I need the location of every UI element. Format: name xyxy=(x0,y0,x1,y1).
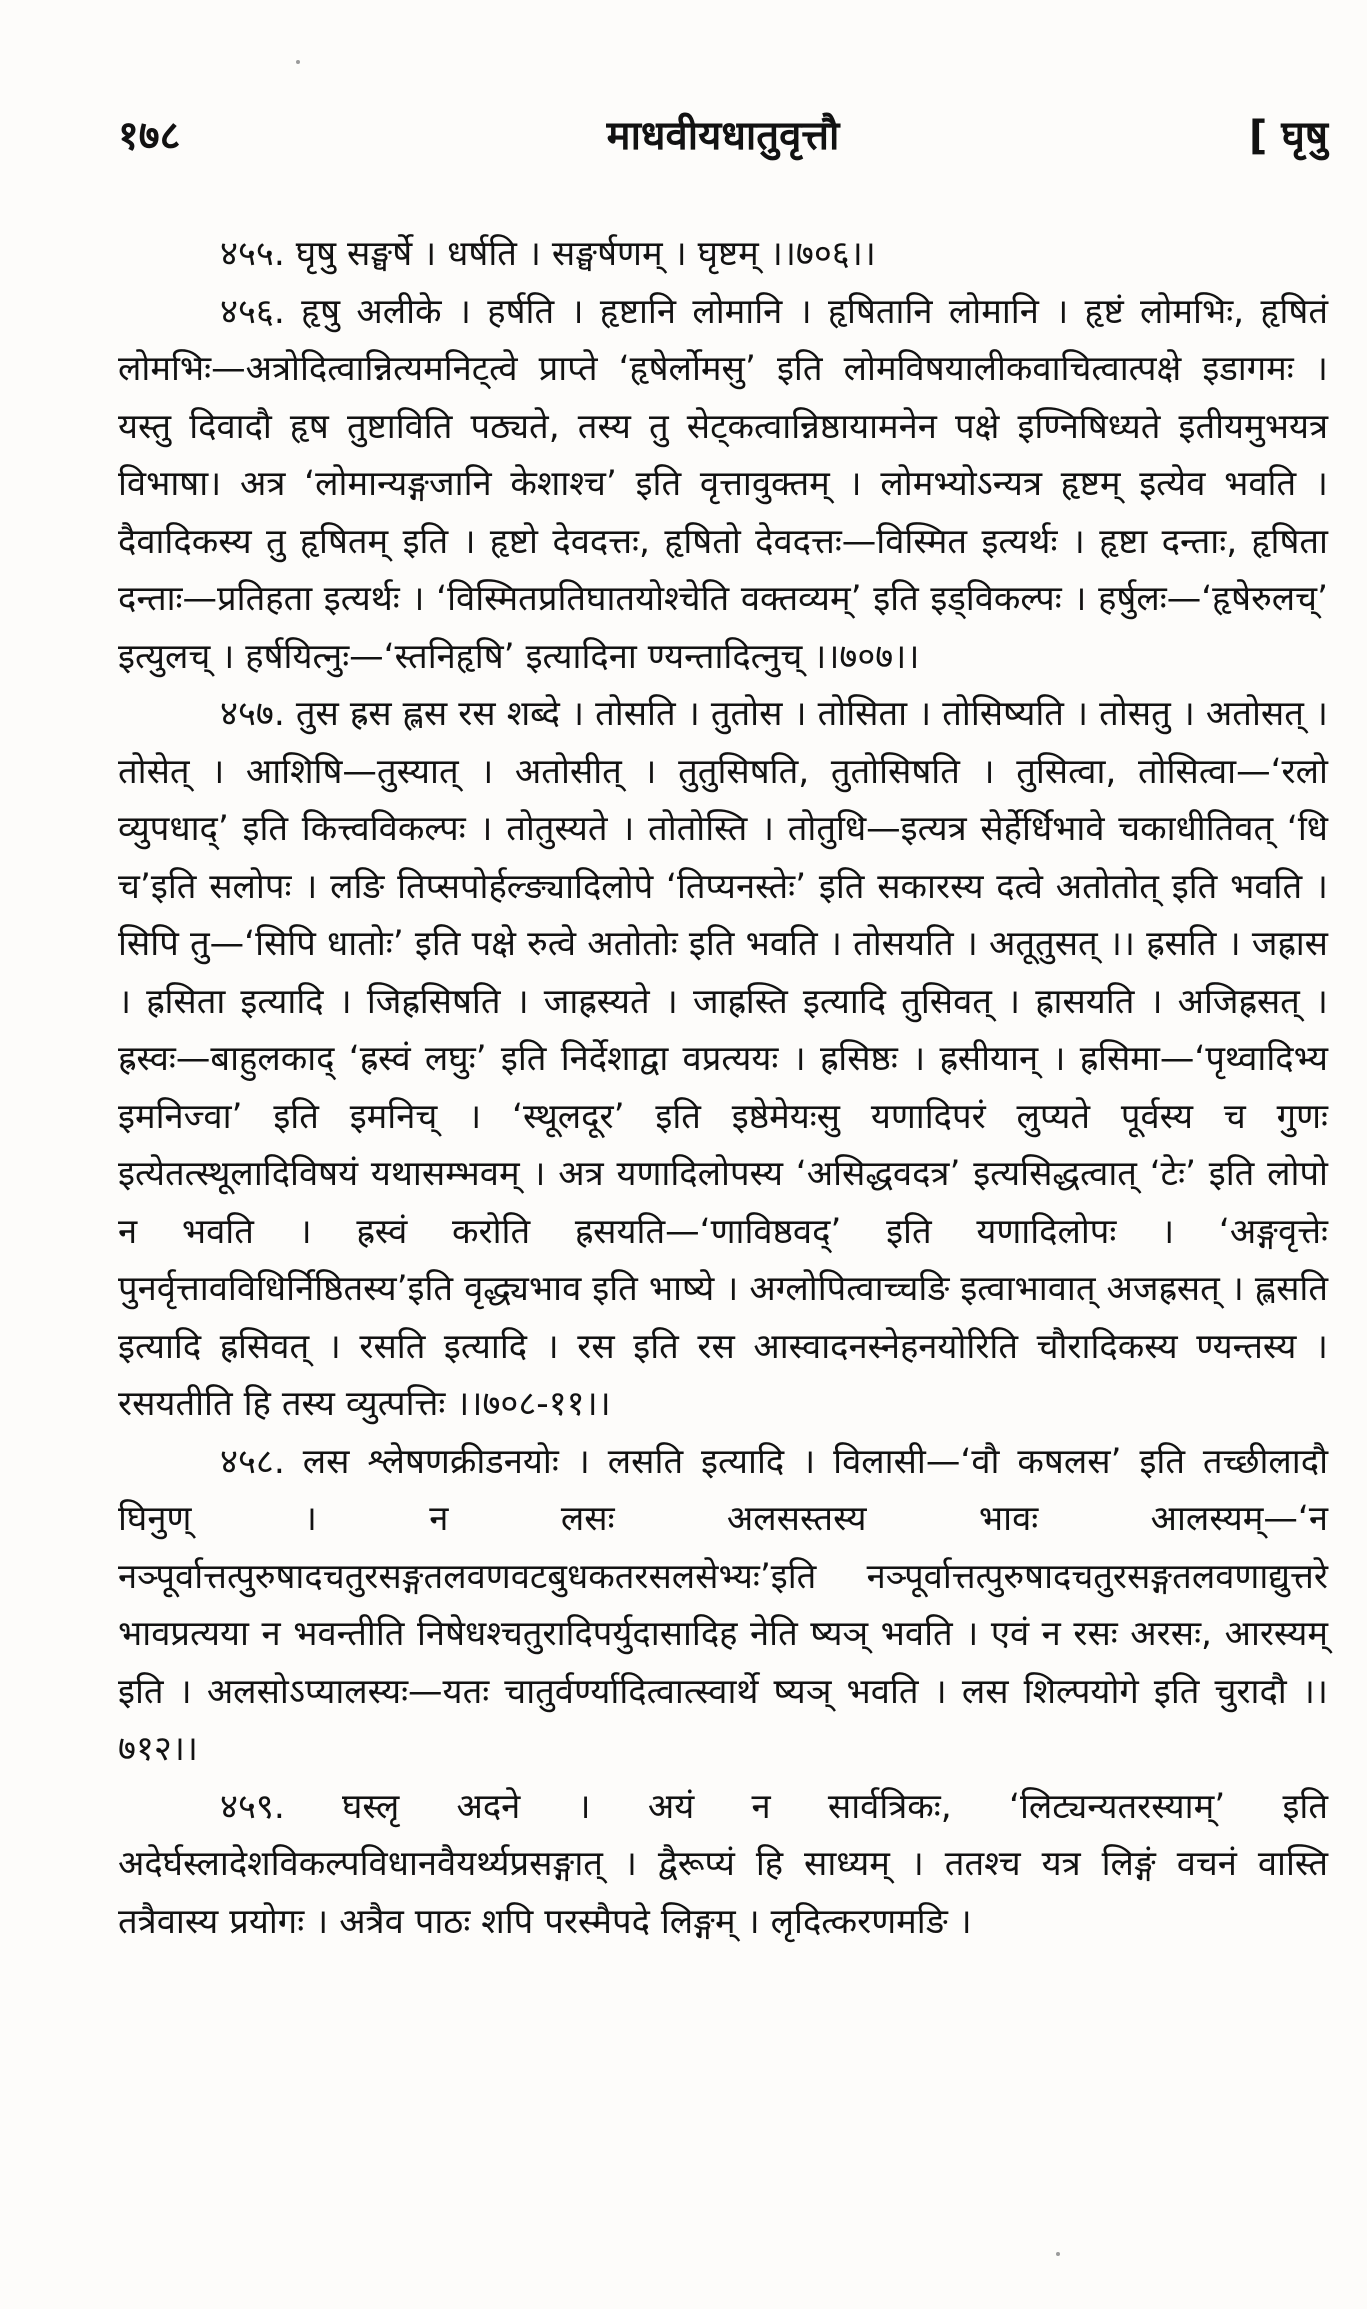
entry-458: ४५८. लस श्लेषणक्रीडनयोः । लसति इत्यादि । विलासी—‘वौ कषलस’ इति तच्छीलादौ घिनुण् । न लसः अलसस्तस्य भावः आलस्यम्—‘न नञ्पूर्वात्तत्पुरुषादचतुरसङ्गतलवणवटबुधकतरसलसेभ्यः’इति नञ्पूर्वात्तत्पुरुषादचतुरसङ्गतलवणाद्युत्तरे भावप्रत्यया न भवन्तीति निषेधश्चतुरादिपर्युदासादिह नेति ष्यञ् भवति । एवं न रसः अरसः, आरस्यम् इति । अलसोऽप्यालस्यः—यतः चातुर्वर्ण्यादित्वात्स्वार्थे ष्यञ् भवति । लस शिल्पयोगे इति चुरादौ ।।७१२।। xyxy=(118,1441,1328,1769)
scan-speck xyxy=(296,60,300,64)
running-header xyxy=(118,100,1328,164)
book-page xyxy=(118,100,1328,2190)
entry-459: ४५९. घस्लृ अदने । अयं न सार्वत्रिकः, ‘लिट्यन्यतरस्याम्’ इति अदेर्घस्लादेशविकल्पविधानवैयर्थ्यप्रसङ्गात् । द्वैरूप्यं हि साध्यम् । ततश्च यत्र लिङ्गं वचनं वास्ति तत्रैवास्य प्रयोगः । अत्रैव पाठः शपि परस्मैपदे लिङ्गम् । लृदित्करणमङि । xyxy=(118,1786,1328,1942)
commentary-text xyxy=(118,226,1328,1951)
entry-456: ४५६. हृषु अलीके । हर्षति । हृष्टानि लोमानि । हृषितानि लोमानि । हृष्टं लोमभिः, हृषितं लोमभिः—अत्रोदित्वान्नित्यमनिट्त्वे प्राप्ते ‘हृषेर्लोमसु’ इति लोमविषयालीकवाचित्वात्पक्षे इडागमः । यस्तु दिवादौ हृष तुष्टाविति पठ्यते, तस्य तु सेट्कत्वान्निष्ठायामनेन पक्षे इण्निषिध्यते इतीयमुभयत्र विभाषा। अत्र ‘लोमान्यङ्गजानि केशाश्च’ इति वृत्तावुक्तम् । लोमभ्योऽन्यत्र हृष्टम् इत्येव भवति । दैवादिकस्य तु हृषितम् इति । हृष्टो देवदत्तः, हृषितो देवदत्तः—विस्मित इत्यर्थः । हृष्टा दन्ताः, हृषिता दन्ताः—प्रतिहता इत्यर्थः । ‘विस्मितप्रतिघातयोश्चेति वक्तव्यम्’ इति इड्विकल्पः । हर्षुलः—‘हृषेरुलच्’ इत्युलच् । हर्षयित्नुः—‘स्तनिहृषि’ इत्यादिना ण्यन्तादित्नुच् ।।७०७।। xyxy=(118,291,1328,677)
entry-455: ४५५. घृषु सङ्घर्षे । धर्षति । सङ्घर्षणम् । घृष्टम् ।।७०६।। xyxy=(220,234,876,274)
running-title: माधवीयधातुवृत्तौ xyxy=(606,113,840,159)
page-number: १७८ xyxy=(118,113,181,159)
entry-457: ४५७. तुस ह्रस ह्लस रस शब्दे । तोसति । तुतोस । तोसिता । तोसिष्यति । तोसतु । अतोसत् । तोसेत् । आशिषि—तुस्यात् । अतोसीत् । तुतुसिषति, तुतोसिषति । तुसित्वा, तोसित्वा—‘रलो व्युपधाद्’ इति कित्त्वविकल्पः । तोतुस्यते । तोतोस्ति । तोतुधि—इत्यत्र सेर्हेर्धिभावे चकाधीतिवत् ‘धि च’इति सलोपः । लङि तिप्सपोर्हल्ङ्यादिलोपे ‘तिप्यनस्तेः’ इति सकारस्य दत्वे अतोतोत् इति भवति । सिपि तु—‘सिपि धातोः’ इति पक्षे रुत्वे अतोतोः इति भवति । तोसयति । अतूतुसत् ।। ह्रसति । जह्रास । ह्रसिता इत्यादि । जिह्रसिषति । जाह्रस्यते । जाह्रस्ति इत्यादि तुसिवत् । ह्रासयति । अजिह्रसत् । ह्रस्वः—बाहुलकाद् ‘ह्रस्वं लघुः’ इति निर्देशाद्वा वप्रत्ययः । ह्रसिष्ठः । ह्रसीयान् । ह्रसिमा—‘पृथ्वादिभ्य इमनिज्वा’ इति इमनिच् । ‘स्थूलदूर’ इति इष्ठेमेयःसु यणादिपरं लुप्यते पूर्वस्य च गुणः इत्येतत्स्थूलादिविषयं यथासम्भवम् । अत्र यणादिलोपस्य ‘असिद्धवदत्र’ इत्यसिद्धत्वात् ‘टेः’ इति लोपो न भवति । ह्रस्वं करोति ह्रसयति—‘णाविष्ठवद्’ इति यणादिलोपः । ‘अङ्गवृत्तेः पुनर्वृत्तावविधिर्निष्ठितस्य’इति वृद्ध्यभाव इति भाष्ये । अग्लोपित्वाच्चङि इत्वाभावात् अजह्रसत् । ह्लसति इत्यादि ह्रसिवत् । रसति इत्यादि । रस इति रस आस्वादनस्नेहनयोरिति चौरादिकस्य ण्यन्तस्य । रसयतीति हि तस्य व्युत्पत्तिः ।।७०८-११।। xyxy=(118,694,1328,1424)
scan-speck xyxy=(1056,2252,1060,2256)
section-marker: [ घृषु xyxy=(1249,113,1328,159)
